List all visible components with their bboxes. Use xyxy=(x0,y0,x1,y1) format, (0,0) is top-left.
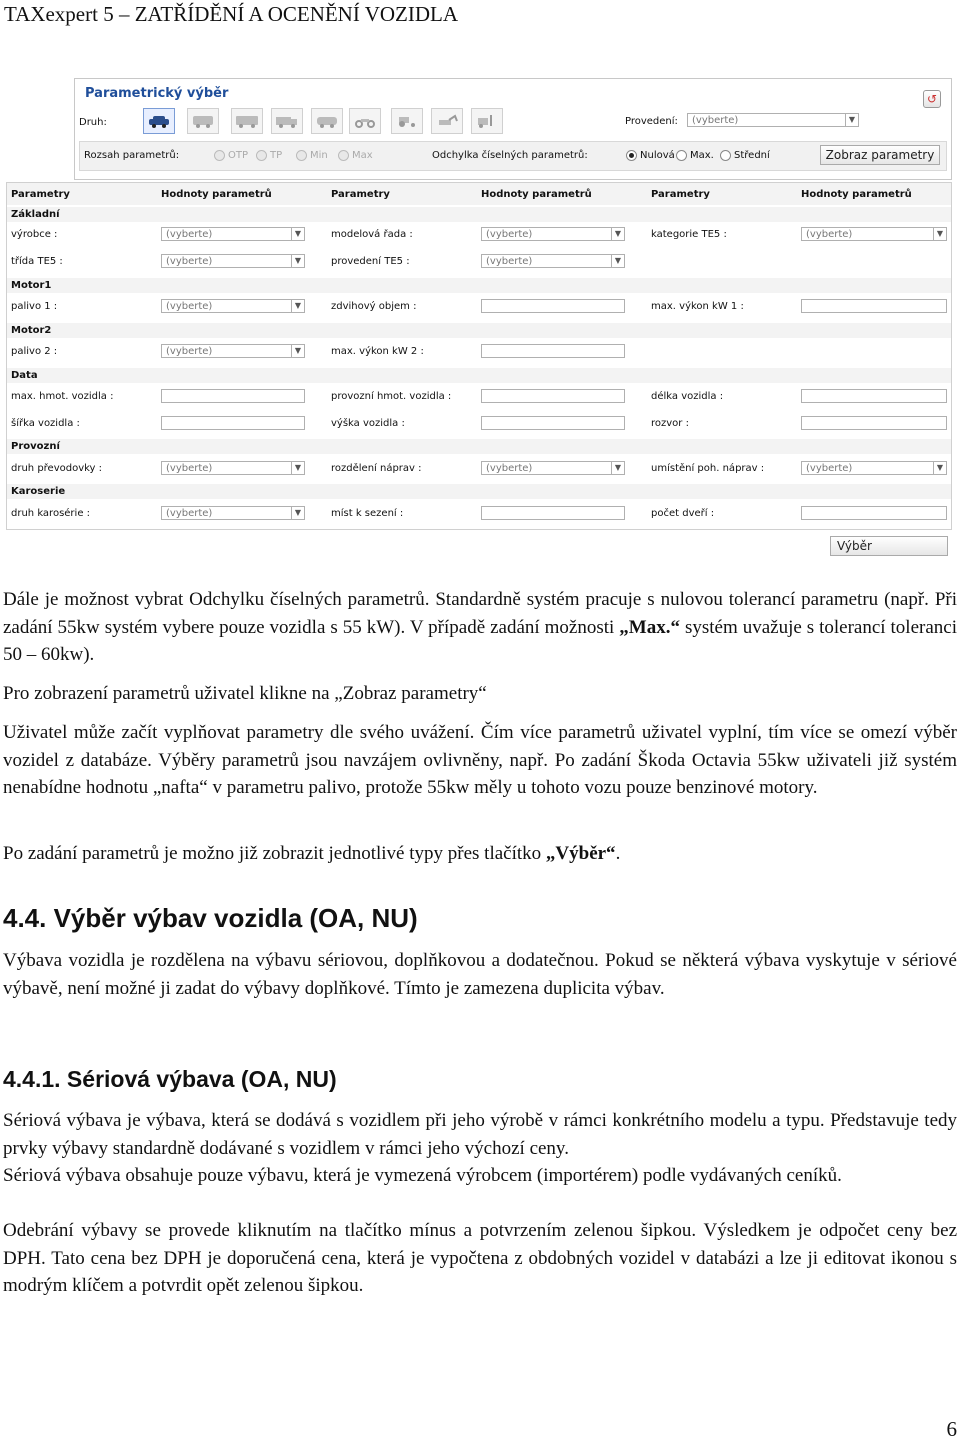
radio-max-odchylka[interactable] xyxy=(676,150,687,161)
row-label: provozní hmot. vozidla : xyxy=(331,391,452,402)
row-label: výrobce : xyxy=(11,229,58,240)
subsection-heading: 4.4.1. Sériová výbava (OA, NU) xyxy=(3,1066,337,1092)
radio-max-odchylka-label: Max. xyxy=(690,150,714,161)
group-zakladni: Základní xyxy=(7,207,951,222)
radio-max[interactable] xyxy=(338,150,349,161)
panel-title: Parametrický výběr xyxy=(85,86,229,101)
row-label: míst k sezení : xyxy=(331,508,404,519)
hmot-prov-input[interactable] xyxy=(481,389,625,403)
paragraph: Výbava vozidla je rozdělena na výbavu sériovou, doplňkovou a dodatečnou. Pokud se některá výbava vyskytuje v sériové výbavě, není možné ji zadat do výbavy doplňkové. Tímto je zamezena duplicita výbav. xyxy=(3,950,957,999)
row-label: délka vozidla : xyxy=(651,391,724,402)
radio-stredni-label: Střední xyxy=(734,150,770,161)
row-label: druh převodovky : xyxy=(11,463,103,474)
paragraph: Pro zobrazení parametrů uživatel klikne na „Zobraz parametry“ xyxy=(3,683,487,704)
palivo2-select[interactable]: (vyberte) ▼ xyxy=(161,344,305,358)
umisteni-select[interactable]: (vyberte) ▼ xyxy=(801,461,947,475)
radio-otp[interactable] xyxy=(214,150,225,161)
page-number: 6 xyxy=(946,1417,957,1441)
parametric-panel xyxy=(74,78,952,180)
row-label: umístění poh. náprav : xyxy=(651,463,765,474)
paragraph: Dále je možnost vybrat Odchylku číselných parametrů. Standardně systém pracuje s nulovou tolerancí parametru (např. Při zadání 55kw systém vybere pouze vozidla s 55 kW). V případě zadání možnosti „Max.“ systém uvažuje s tolerancí toleranci 50 – 60kw). xyxy=(3,589,957,665)
kategorie-select[interactable]: (vyberte) ▼ xyxy=(801,227,947,241)
druh-label: Druh: xyxy=(79,117,107,128)
bus-icon[interactable] xyxy=(231,108,263,134)
row-label: palivo 2 : xyxy=(11,346,58,357)
vykon2-input[interactable] xyxy=(481,344,625,358)
provedeni-select[interactable]: (vyberte) ▼ xyxy=(687,113,859,127)
row-label: rozvor : xyxy=(651,418,689,429)
row-label: druh karosérie : xyxy=(11,508,91,519)
provedeni-label: Provedení: xyxy=(625,116,678,127)
trida-select[interactable]: (vyberte) ▼ xyxy=(161,254,305,268)
col-values-1: Hodnoty parametrů xyxy=(161,189,272,200)
delka-input[interactable] xyxy=(801,389,947,403)
filter-bar xyxy=(79,141,947,171)
mist-input[interactable] xyxy=(481,506,625,520)
row-label: třída TE5 : xyxy=(11,256,63,267)
reset-icon[interactable]: ↺ xyxy=(923,90,941,108)
row-label: max. výkon kW 2 : xyxy=(331,346,424,357)
van-icon[interactable] xyxy=(187,108,219,134)
zdvihovy-input[interactable] xyxy=(481,299,625,313)
row-label: provedení TE5 : xyxy=(331,256,410,267)
row-label: počet dveří : xyxy=(651,508,715,519)
rozdeleni-select[interactable]: (vyberte) ▼ xyxy=(481,461,625,475)
row-label: rozdělení náprav : xyxy=(331,463,422,474)
radio-max-label: Max xyxy=(352,150,373,161)
group-data: Data xyxy=(7,368,951,383)
rozsah-label: Rozsah parametrů: xyxy=(84,150,180,161)
paragraph: Uživatel může začít vyplňovat parametry dle svého uvážení. Čím více parametrů uživatel vyplní, tím více se omezí výběr vozidel z databáze. Výběry parametrů jsou navzájem ovlivněny, např. Po zadání Škoda Octavia 55kw uživateli již systém nenabídne hodnotu „nafta“ v parametru palivo, protože 55kw měly u tohoto vozu pouze benzinové motory. xyxy=(3,722,957,798)
row-label: kategorie TE5 : xyxy=(651,229,727,240)
provedeni-te5-select[interactable]: (vyberte) ▼ xyxy=(481,254,625,268)
karoserie-select[interactable]: (vyberte) ▼ xyxy=(161,506,305,520)
col-param-3: Parametry xyxy=(651,189,710,200)
odchylka-label: Odchylka číselných parametrů: xyxy=(432,150,588,161)
motorcycle-icon[interactable] xyxy=(349,108,381,134)
paragraph: Sériová výbava obsahuje pouze výbavu, která je vymezená výrobcem (importérem) podle vydávaných ceníků. xyxy=(3,1165,842,1186)
row-label: max. výkon kW 1 : xyxy=(651,301,744,312)
palivo1-select[interactable]: (vyberte) ▼ xyxy=(161,299,305,313)
vyrobce-select[interactable]: (vyberte) ▼ xyxy=(161,227,305,241)
hmot-max-input[interactable] xyxy=(161,389,305,403)
radio-stredni[interactable] xyxy=(720,150,731,161)
car-icon[interactable] xyxy=(143,108,175,134)
radio-nulova-label: Nulová xyxy=(640,150,675,161)
vyska-input[interactable] xyxy=(481,416,625,430)
radio-otp-label: OTP xyxy=(228,150,249,161)
radio-tp-label: TP xyxy=(270,150,283,161)
minibus-icon[interactable] xyxy=(311,108,343,134)
row-label: šířka vozidla : xyxy=(11,418,80,429)
col-values-2: Hodnoty parametrů xyxy=(481,189,592,200)
paragraph: Po zadání parametrů je možno již zobrazit jednotlivé typy přes tlačítko „Výběr“. xyxy=(3,843,621,864)
col-param-1: Parametry xyxy=(11,189,70,200)
modelova-rada-select[interactable]: (vyberte) ▼ xyxy=(481,227,625,241)
row-label: výška vozidla : xyxy=(331,418,405,429)
section-heading: 4.4. Výběr výbav vozidla (OA, NU) xyxy=(3,903,418,933)
zobraz-parametry-button[interactable]: Zobraz parametry xyxy=(820,145,940,165)
parametric-selection-screenshot xyxy=(0,78,960,558)
prevodovka-select[interactable]: (vyberte) ▼ xyxy=(161,461,305,475)
paragraph: Odebrání výbavy se provede kliknutím na tlačítko mínus a potvrzením zelenou šipkou. Výsledkem je odpočet ceny bez DPH. Tato cena bez DPH je doporučená cena, která je vypočtena z obdobných vozidel v databázi a lze ji editovat ikonou s modrým klíčem a potvrdit opět zelenou šipkou. xyxy=(3,1220,957,1296)
document-header: TAXexpert 5 – ZATŘÍDĚNÍ A OCENĚNÍ VOZIDLA xyxy=(4,2,459,26)
tractor-icon[interactable] xyxy=(391,108,423,134)
row-label: zdvihový objem : xyxy=(331,301,417,312)
group-provozni: Provozní xyxy=(7,439,951,454)
col-param-2: Parametry xyxy=(331,189,390,200)
table-header xyxy=(7,183,951,205)
radio-nulova[interactable] xyxy=(626,150,637,161)
sirka-input[interactable] xyxy=(161,416,305,430)
rozvor-input[interactable] xyxy=(801,416,947,430)
row-label: palivo 1 : xyxy=(11,301,58,312)
parameter-table xyxy=(6,182,952,530)
group-motor1: Motor1 xyxy=(7,278,951,293)
vyber-button[interactable]: Výběr xyxy=(830,536,948,556)
radio-tp[interactable] xyxy=(256,150,267,161)
radio-min[interactable] xyxy=(296,150,307,161)
radio-min-label: Min xyxy=(310,150,328,161)
group-motor2: Motor2 xyxy=(7,323,951,338)
paragraph: Sériová výbava je výbava, která se dodává s vozidlem při jeho výrobě v rámci konkrétního modelu a typu. Představuje tedy prvky výbavy standardně dodávané s vozidlem v rámci jeho výchozí ceny. xyxy=(3,1110,957,1159)
excavator-icon[interactable] xyxy=(431,108,463,134)
row-label: modelová řada : xyxy=(331,229,413,240)
truck-icon[interactable] xyxy=(271,108,303,134)
forklift-icon[interactable] xyxy=(471,108,503,134)
col-values-3: Hodnoty parametrů xyxy=(801,189,912,200)
vykon1-input[interactable] xyxy=(801,299,947,313)
row-label: max. hmot. vozidla : xyxy=(11,391,114,402)
dveri-input[interactable] xyxy=(801,506,947,520)
group-karoserie: Karoserie xyxy=(7,484,951,499)
